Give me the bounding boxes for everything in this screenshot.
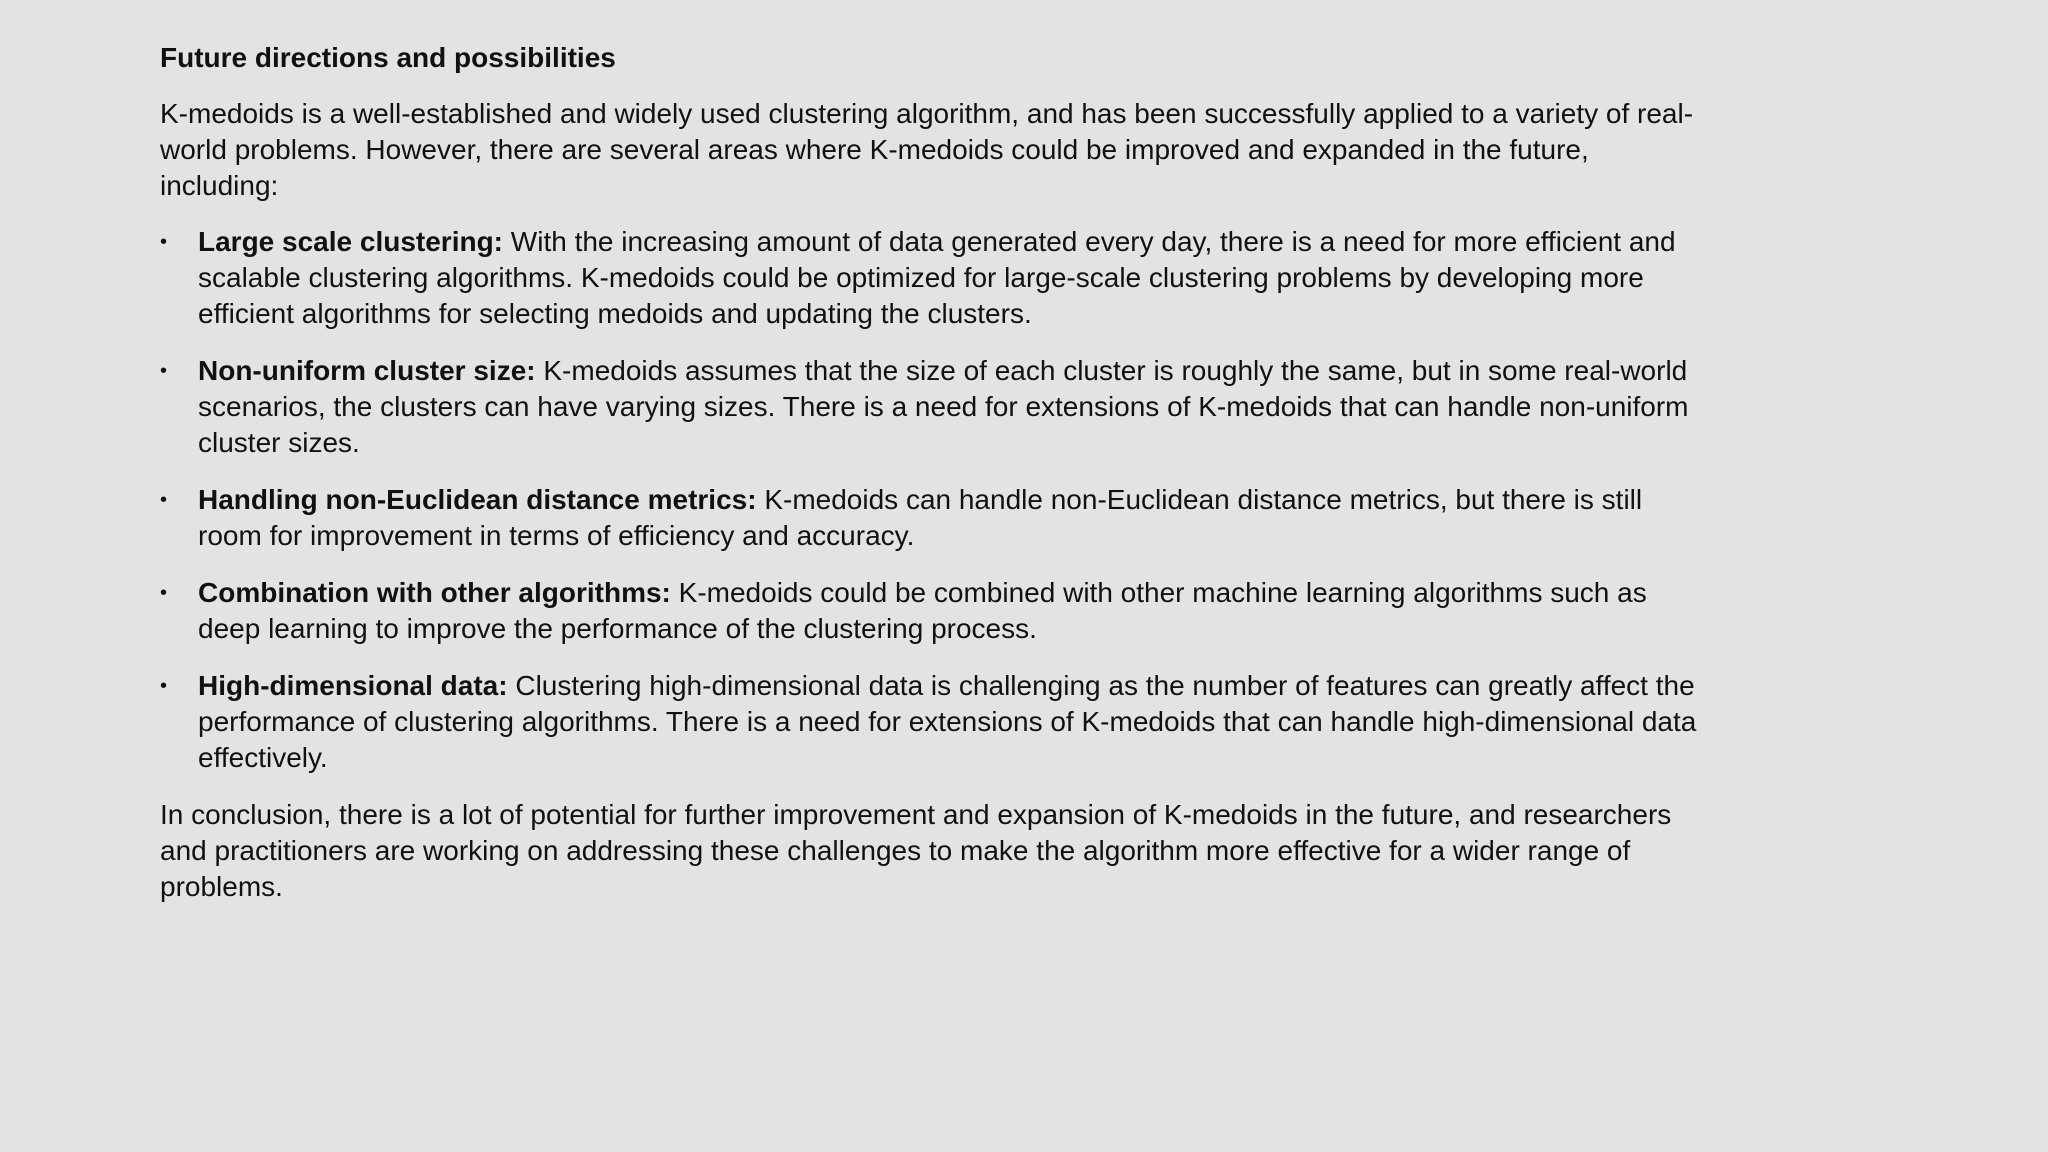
bullet-icon: •	[160, 231, 168, 253]
item-text: Clustering high-dimensional data is challenging as the number of features can greatly affect the performance of clustering algorithms. There is a need for extensions of K-medoids that can handle high-dimensional data effectively.	[198, 670, 1697, 773]
list-item	[160, 353, 1700, 461]
page-title: Future directions and possibilities	[160, 42, 616, 73]
item-term: Combination with other algorithms:	[198, 577, 671, 608]
bullet-icon: •	[160, 582, 168, 604]
item-term: Handling non-Euclidean distance metrics:	[198, 484, 757, 515]
list-item	[160, 668, 1700, 776]
item-text: K-medoids can handle non-Euclidean distance metrics, but there is still room for improvement in terms of efficiency and accuracy.	[198, 484, 1643, 551]
directions-list	[160, 224, 1700, 776]
bullet-icon: •	[160, 360, 168, 382]
list-item	[160, 224, 1700, 332]
conclusion-paragraph: In conclusion, there is a lot of potential for further improvement and expansion of K-medoids in the future, and researchers and practitioners are working on addressing these challenges to make the algorithm more effective for a wider range of problems.	[160, 799, 1672, 902]
item-term: Large scale clustering:	[198, 226, 504, 257]
item-term: High-dimensional data:	[198, 670, 508, 701]
intro-paragraph: K-medoids is a well-established and widely used clustering algorithm, and has been successfully applied to a variety of real-world problems. However, there are several areas where K-medoids could be improved and expanded in the future, including:	[160, 98, 1694, 201]
list-item	[160, 575, 1700, 647]
bullet-icon: •	[160, 489, 168, 511]
item-text: K-medoids assumes that the size of each cluster is roughly the same, but in some real-world scenarios, the clusters can have varying sizes. There is a need for extensions of K-medoids that can handle non-uniform cluster sizes.	[198, 355, 1689, 458]
document-page	[160, 40, 1700, 905]
item-text: K-medoids could be combined with other machine learning algorithms such as deep learning to improve the performance of the clustering process.	[198, 577, 1647, 644]
item-text: With the increasing amount of data generated every day, there is a need for more efficient and scalable clustering algorithms. K-medoids could be optimized for large-scale clustering problems by developing more efficient algorithms for selecting medoids and updating the clusters.	[198, 226, 1676, 329]
list-item	[160, 482, 1700, 554]
bullet-icon: •	[160, 675, 168, 697]
item-term: Non-uniform cluster size:	[198, 355, 536, 386]
